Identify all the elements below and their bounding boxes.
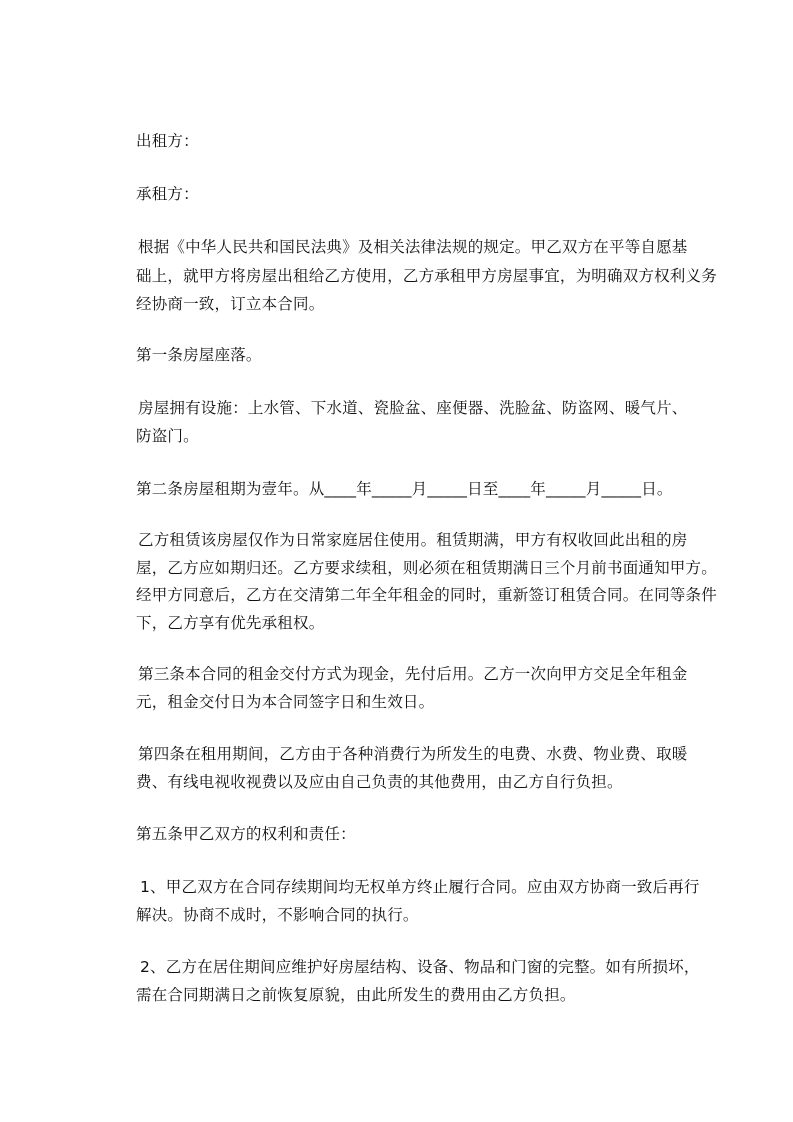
lease-usage-line-2: 屋，乙方应如期归还。乙方要求续租，则必须在租赁期满日三个月前书面通知甲方。: [136, 559, 717, 577]
facilities-line-2: 防盗门。: [136, 427, 199, 445]
article-4-line-1: 第四条在租用期间，乙方由于各种消费行为所发生的电费、水费、物业费、取暖: [138, 745, 688, 763]
lessee-label: 承租方：: [136, 185, 199, 203]
clause-1-line-1: 1、甲乙双方在合同存续期间均无权单方终止履行合同。应由双方协商一致后再行: [140, 878, 700, 896]
lease-usage-line-4: 下，乙方享有优先承租权。: [136, 614, 325, 632]
clause-1-line-2: 解决。协商不成时，不影响合同的执行。: [136, 906, 419, 924]
lessor-label: 出租方：: [136, 132, 199, 150]
article-2: 第二条房屋租期为壹年。从____年_____月_____日至____年_____月_____日。: [136, 480, 673, 498]
article-3-line-1: 第三条本合同的租金交付方式为现金，先付后用。乙方一次向甲方交足全年租金: [138, 665, 688, 683]
lease-usage-line-3: 经甲方同意后，乙方在交清第二年全年租金的同时，重新签订租赁合同。在同等条件: [136, 586, 717, 604]
lease-usage-line-1: 乙方租赁该房屋仅作为日常家庭居住使用。租赁期满，甲方有权收回此出租的房: [138, 531, 688, 549]
article-4-line-2: 费、有线电视收视费以及应由自己负责的其他费用，由乙方自行负担。: [136, 773, 623, 791]
facilities-line-1: 房屋拥有设施：上水管、下水道、瓷脸盆、座便器、洗脸盆、防盗网、暖气片、: [138, 399, 688, 417]
clause-2-line-1: 2、乙方在居住期间应维护好房屋结构、设备、物品和门窗的完整。如有所损坏，: [140, 958, 700, 976]
preamble-line-3: 经协商一致，订立本合同。: [136, 295, 325, 313]
clause-2-line-2: 需在合同期满日之前恢复原貌，由此所发生的费用由乙方负担。: [136, 986, 576, 1004]
preamble-line-1: 根据《中华人民共和国民法典》及相关法律法规的规定。甲乙双方在平等自愿基: [138, 238, 688, 256]
article-1-title: 第一条房屋座落。: [136, 346, 262, 364]
article-5-title: 第五条甲乙双方的权利和责任：: [136, 825, 356, 843]
article-3-line-2: 元，租金交付日为本合同签字日和生效日。: [136, 693, 435, 711]
preamble-line-2: 础上，就甲方将房屋出租给乙方使用，乙方承租甲方房屋事宜，为明确双方权利义务: [136, 267, 717, 285]
